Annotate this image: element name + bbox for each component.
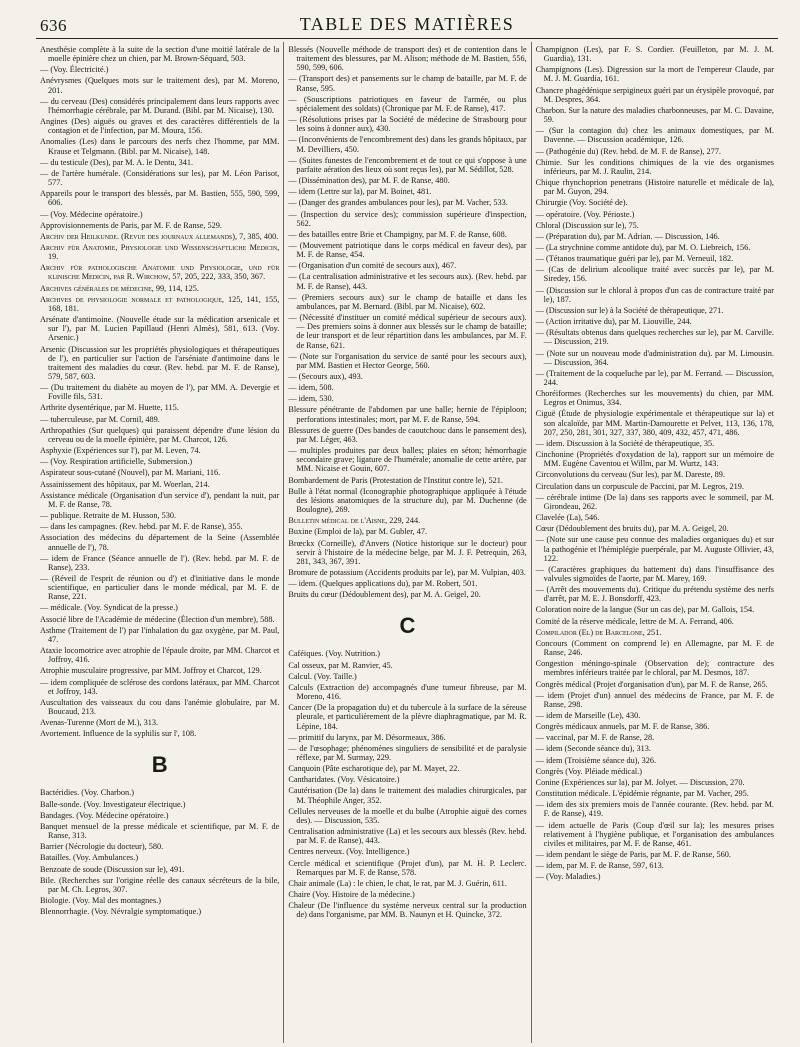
index-entry: Calculs (Extraction de) accompagnés d'une tumeur fibreuse, par M. Moreno, 416. [288, 682, 527, 702]
index-entry: Banquet mensuel de la presse médicale et scientifique, par M. F. de Ranse, 313. [40, 821, 280, 841]
index-entry: Circonvolutions du cerveau (Sur les), par M. Dareste, 89. [535, 470, 725, 480]
index-entry: Ataxie locomotrice avec atrophie de l'épaule droite, par MM. Charcot et Joffroy, 416. [40, 646, 280, 665]
index-entry: — idem compliquée de sclérose des cordons latéraux, par MM. Charcot et Joffroy, 143. [40, 677, 280, 696]
page-number: 636 [40, 16, 67, 35]
index-entry: — (Note sur un nouveau mode d'administration du). par M. Limousin. — Discussion, 364. [535, 348, 774, 367]
index-entry: Canquoin (Pâte escharotique de), par M. Mayet, 22. [288, 764, 460, 774]
index-entry: Bactéridies. (Voy. Charbon.) [40, 788, 134, 798]
index-entry: Archiv für pathologische Anatomie und Physiologie, und für klinische Medicin, par R. Wirchow, 57, 205, 222, 333, 350, 367. [40, 263, 280, 282]
index-entry: Circulation dans un corpuscule de Paccini, par M. Legros, 219. [535, 481, 744, 491]
index-entry: Approvisionnements de Paris, par M. F. de Ranse, 529. [40, 220, 222, 230]
index-entry: Batailles. (Voy. Ambulances.) [40, 853, 139, 863]
index-entry: — idem de France (Séance annuelle de l'). (Rev. hebd. par M. F. de Ranse), 233. [40, 553, 280, 572]
index-entry: Choréiformes (Recherches sur les mouvements) du chien, par MM. Legros et Onimus, 334. [535, 389, 774, 408]
index-entry: Arthropathies (Sur quelques) qui paraissent dépendre d'une lésion du cerveau ou de la moelle épinière, par M. Charcot, 126. [40, 425, 280, 444]
index-entry: — dans les campagnes. (Rev. hebd. par M. F. de Ranse), 355. [40, 522, 243, 532]
index-entry: — idem des six premiers mois de l'année courante. (Rev. hebd. par M. F. de Ranse), 419. [535, 800, 774, 819]
index-entry: Arsenic (Discussion sur les propriétés physiologiques et thérapeutiques de l'), en particulier sur l'action de l'arséniate d'antimoine dans le traitement des maladies du cœur. (Rev. hebd. par M. F. de Ranse), 579, 587, 603. [40, 344, 280, 381]
index-entry: Avenas-Turenne (Mort de M.), 313. [40, 718, 159, 728]
index-entry: Blennorrhagie. (Voy. Névralgie symptomatique.) [40, 907, 202, 917]
index-entry: — idem actuelle de Paris (Coup d'œil sur la); les mesures prises relativement à l'hygiène publique, et l'organisation des ambulances civiles et militaires, par M. F. de Ranse, 461. [535, 820, 774, 848]
index-entry: — (Voy. Maladies.) [535, 872, 601, 882]
index-entry: Atrophie musculaire progressive, par MM. Joffroy et Charcot, 129. [40, 666, 262, 676]
index-entry: Congrès médicaux annuels, par M. F. de Ranse, 386. [535, 722, 710, 732]
index-entry: — (Action irritative du), par M. Liouville, 244. [535, 317, 692, 327]
index-entry: Avortement. Influence de la syphilis sur l', 108. [40, 729, 197, 739]
index-entry: Concours (Comment on comprend le) en Allemagne, par M. F. de Ranse, 246. [535, 638, 774, 658]
index-entry: Congrès médical (Projet d'organisation d'un), par M. F. de Ranse, 265. [535, 679, 768, 689]
index-entry: — (La strychnine comme antidote du), par M. O. Liebreich, 156. [535, 242, 751, 252]
index-entry: Appareils pour le transport des blessés, par M. Bastien, 555, 590, 599, 606. [40, 189, 280, 208]
index-entry: — primitif du larynx, par M. Désormeaux, 386. [288, 732, 446, 742]
page-title: TABLE DES MATIÈRES [299, 14, 515, 34]
index-entry: — (Préparation du), par M. Adrian. — Discussion, 146. [535, 231, 720, 241]
index-entry: Benzoate de soude (Discussion sur le), 491. [40, 864, 185, 874]
index-entry: Cal osseux, par M. Ranvier, 45. [288, 660, 393, 670]
index-entry: — (Secours aux), 493. [288, 372, 363, 381]
index-entry: Balle-sonde. (Voy. Investigateur électrique.) [40, 799, 186, 809]
index-entry: — (Suites funestes de l'encombrement et de tout ce qui s'oppose à une parfaite aération des lieux où sont reçus les), par M. Sédillot, 528. [288, 155, 527, 174]
index-entry: — (Discussion sur le chloral à propos d'un cas de contracture traité par le), 187. [535, 285, 774, 304]
index-entry: Blessures de guerre (Des bandes de caoutchouc dans le pansement des), par M. Léger, 463. [288, 425, 527, 444]
index-entry: Ciguë (Étude de physiologie expérimentale et thérapeutique sur la) et son alcaloïde, par MM. Martin-Damourette et Pelvet, 113, 136, 178, 207, 250, 281, 301, 327, 337, 380, 409, 432, 457, 471, 486. [535, 409, 774, 437]
index-entry: — idem (Seconde séance du), 313. [535, 744, 651, 754]
index-entry: Buxine (Emploi de la), par M. Gubler, 47. [288, 527, 428, 537]
index-entry: Constitution médicale. L'épidémie régnante, par M. Vacher, 295. [535, 789, 749, 799]
index-entry: — de l'œsophage; phénomènes singuliers de sensibilité et de paralysie réflexe, par M. Surmay, 229. [288, 743, 527, 762]
index-entry: Association des médecins du département de la Seine (Assemblée annuelle de l'), 78. [40, 533, 280, 552]
index-entry: — (Transport des) et pansements sur le champ de bataille, par M. F. de Ranse, 595. [288, 74, 527, 93]
index-entry: — de l'artère humérale. (Considérations sur les), par M. Léon Parisot, 577. [40, 168, 280, 188]
index-entry: — des batailles entre Brie et Champigny, par M. F. de Ranse, 608. [288, 229, 507, 239]
index-entry: Chair animale (La) : le chien, le chat, le rat, par M. J. Guérin, 611. [288, 878, 507, 888]
index-entry: Chaleur (De l'influence du système nerveux central sur la production de) dans l'organisme, par MM. B. Naunyn et H. Quincke, 372. [288, 901, 527, 920]
index-entry: Congestion méningo-spinale (Observation de); contracture des membres inférieurs traitée par le chloral, par M. Desmos, 187. [535, 659, 774, 678]
index-entry: — (Résultats obtenus dans quelques recherches sur le), par M. Carville. — Discussion, 219. [535, 328, 774, 347]
index-entry: Blessés (Nouvelle méthode de transport des) et de contention dans le traitement des blessures, par M. Alison; méthode de M. Bastien, 556, 590, 599, 606. [288, 45, 527, 73]
index-entry: Compilador (El) de Barcelone, 251. [535, 627, 662, 637]
index-entry: — tuberculeuse, par M. Cornil, 489. [40, 414, 160, 424]
index-entry: Angines (Des) aiguës ou graves et des caractères différentiels de la contagion et de l'infection, par M. Moura, 156. [40, 117, 280, 136]
index-entry: — (Note sur une cause peu connue des maladies organiques du) et sur la pathogénie et l'hémiplégie puerpérale, par M. Auguste Ollivier, 43, 122. [535, 535, 774, 563]
index-entry: — vaccinal, par M. F. de Ranse, 28. [535, 733, 655, 743]
index-entry: — médicale. (Voy. Syndicat de la presse.) [40, 603, 178, 613]
index-entry: — publique. Retraite de M. Husson, 530. [40, 511, 177, 521]
index-entry: — (Organisation d'un comité de secours aux), 467. [288, 261, 457, 271]
index-entry: Bromure de potassium (Accidents produits par le), par M. Vulpian, 403. [288, 567, 526, 577]
index-entry: Archiv für Anatomie, Physiologie und Wissenschaftliche Medicin, 19. [40, 242, 280, 262]
index-entry: Anévrysmes (Quelques mots sur le traitement des), par M. Moreno, 201. [40, 76, 280, 95]
index-entry: Chloral (Discussion sur le), 75. [535, 220, 639, 230]
index-entry: Champignons (Les). Digression sur la mort de l'empereur Claude, par M. J. M. Guardia, 161. [535, 65, 774, 84]
index-entry: Biologie. (Voy. Mal des montagnes.) [40, 896, 161, 906]
index-entry: Bombardement de Paris (Protestation de l'Institut contre le), 521. [288, 475, 503, 485]
index-entry: — (Inspection du service des); commission supérieure d'inspection, 562. [288, 209, 527, 228]
index-entry: Comité de la réserve médicale, lettre de M. A. Ferrand, 406. [535, 616, 734, 626]
index-entry: — (Voy. Électricité.) [40, 65, 109, 75]
index-entry: Cautérisation (De la) dans le traitement des maladies chirurgicales, par M. Théophile Anger, 352. [288, 786, 527, 805]
index-column-3 [531, 42, 778, 1043]
index-entry: Bulletin médical de l'Aisne, 229, 244. [288, 516, 421, 526]
index-entry: — idem (Lettre sur la), par M. Boinet, 481. [288, 187, 432, 197]
index-entry: Bandages. (Voy. Médecine opératoire.) [40, 810, 169, 820]
index-entry: Coloration noire de la langue (Sur un cas de), par M. Gallois, 154. [535, 605, 755, 615]
index-entry: Anomalies (Les) dans le parcours des nerfs chez l'homme, par MM. Krause et Telgmann. (Bibl. par M. Nicaise), 148. [40, 137, 280, 156]
index-entry: Assainissement des hôpitaux, par M. Woerlan, 214. [40, 479, 210, 489]
index-entry: Cancer (De la propagation du) et du tubercule à la surface de la séreuse pleurale, et particulièrement de la plèvre diaphragmatique, par M. R. Lépine, 184. [288, 703, 527, 731]
index-entry: Associé libre de l'Académie de médecine (Élection d'un membre), 588. [40, 614, 275, 624]
index-entry: Blessure pénétrante de l'abdomen par une balle; hernie de l'épiploon; perforations intestinales; mort, par M. F. de Ranse, 594. [288, 405, 527, 424]
index-entry: Barrier (Nécrologie du docteur), 580. [40, 842, 164, 852]
index-entry: — (Premiers secours aux) sur le champ de bataille et dans les ambulances, par M. Bernard. (Bibl. par M. Nicaise), 602. [288, 292, 527, 311]
index-entry: Caféiques. (Voy. Nutrition.) [288, 649, 380, 659]
index-column-1 [36, 42, 283, 1043]
index-entry: — (Voy. Respiration artificielle, Submersion.) [40, 457, 193, 467]
index-entry: Assistance médicale (Organisation d'un service d'), pendant la nuit, par M. F. de Ranse, 78. [40, 490, 280, 509]
index-entry: Chaire (Voy. Histoire de la médecine.) [288, 890, 415, 900]
index-entry: Chancre phagédénique serpigineux guéri par un érysipèle provoqué, par M. Despres, 364. [535, 85, 774, 104]
page-header [36, 8, 778, 39]
index-entry: — (Discussion sur le) à la Société de thérapeutique, 271. [535, 305, 724, 315]
index-entry: Bruits du cœur (Dédoublement des), par M. A. Geigel, 20. [288, 590, 481, 600]
index-entry: — (La centralisation administrative et les secours aux). (Rev. hebd. par M. F. de Ranse), 443. [288, 272, 527, 291]
index-entry: — idem. Discussion à la Société de thérapeutique, 35. [535, 438, 715, 448]
index-entry: Centralisation administrative (La) et les secours aux blessés (Rev. hebd. par M. F. de Ranse), 443. [288, 827, 527, 846]
index-entry: — cérébrale intime (De la) dans ses rapports avec le sommeil, par M. Girondeau, 262. [535, 492, 774, 511]
index-entry: — multiples produites par deux balles; plaies en séton; hémorrhagie secondaire grave; ligature de l'humérale; anomalie de cette artère, par MM. Nicaise et Gouin, 607. [288, 446, 527, 474]
index-entry: Auscultation des vaisseaux du cou dans l'anémie globulaire, par M. Boucaud, 213. [40, 697, 280, 716]
index-entry: Asthme (Traitement de l') par l'inhalation du gaz oxygène, par M. Paul, 47. [40, 625, 280, 644]
index-entry: Cœur (Dédoublement des bruits du), par M. A. Geigel, 20. [535, 524, 729, 534]
index-entry: Charbon. Sur la nature des maladies charbonneuses, par M. C. Davaine, 59. [535, 105, 774, 125]
index-entry: — idem de Marseille (Le), 430. [535, 711, 641, 720]
index-entry: — (Résolutions prises par la Société de médecine de Strasbourg pour les soins à donner aux), 430. [288, 115, 527, 134]
index-columns [36, 42, 778, 1043]
index-column-2 [283, 42, 530, 1043]
index-entry: — idem (Projet d'un) annuel des médecins de France, par M. F. de Ranse, 298. [535, 690, 774, 709]
index-entry: Anesthésie complète à la suite de la section d'une moitié latérale de la moelle épinière chez un chien, par M. Brown-Séquard, 503. [40, 45, 280, 64]
index-entry: Calcul. (Voy. Taille.) [288, 671, 357, 681]
index-entry: — (Traitement de la coqueluche par le), par M. Ferrand. — Discussion, 244. [535, 368, 774, 387]
index-entry: — idem, par M. F. de Ranse, 597, 613. [535, 861, 664, 871]
index-entry: Centres nerveux. (Voy. Intelligence.) [288, 847, 410, 857]
index-entry: Chimie. Sur les conditions chimiques de la vie des organismes inférieurs, par M. J. Raulin, 214. [535, 157, 774, 176]
index-entry: — du cerveau (Des) considérés principalement dans leurs rapports avec l'hémorrhagie cérébrale, par M. Durand. (Bibl. par M. Nicaise), 130. [40, 96, 280, 115]
index-entry: — du testicule (Des), par M. A. le Dentu, 341. [40, 157, 194, 167]
index-entry: — (Inconvénients de l'encombrement des) dans les grands hôpitaux, par M. Devilliers, 450. [288, 135, 527, 154]
index-entry: Chique rhynchoprion penetrans (Histoire naturelle et médicale de la), par M. Guyon, 294. [535, 178, 774, 197]
section-letter-heading: B [151, 752, 168, 778]
index-entry: — (Dissémination des), par M. F. de Ranse, 480. [288, 176, 450, 186]
section-letter-heading: C [399, 613, 416, 639]
index-entry: Arsénate d'antimoine. (Nouvelle étude sur la médication arsenicale et sur l'), par M. Lucien Papillaud (Henri Almès), 581, 613. (Voy. Arsenic.) [40, 315, 280, 343]
index-entry: Cantharidates. (Voy. Vésicatoire.) [288, 775, 400, 785]
index-entry: Chirurgie (Voy. Société de). [535, 198, 628, 208]
index-entry: — (Note sur l'organisation du service de santé pour les secours aux), par MM. Bastien et Hector George, 560. [288, 351, 527, 370]
index-entry: Cercle médical et scientifique (Projet d'un), par M. H. P. Leclerc. Remarques par M. F. de Ranse, 578. [288, 858, 527, 877]
index-entry: — (Arrêt des mouvements du). Critique du prétendu système des nerfs d'arrêt, par M. E. J. Bonsdorff, 423. [535, 585, 774, 604]
index-entry: Clavelée (La), 546. [535, 513, 600, 523]
index-entry: — idem. (Quelques applications du), par M. Robert, 501. [288, 579, 478, 589]
index-entry: — (Voy. Médecine opératoire.) [40, 209, 143, 219]
index-entry: Congrès (Voy. Pléiade médical.) [535, 766, 642, 776]
index-entry: — (Pathogénie du) (Rev. hebd. de M. F. de Ranse), 277. [535, 146, 721, 156]
index-entry: Archives de physiologie normale et pathologique, 125, 141, 155, 168, 181. [40, 294, 280, 313]
index-entry: — (Mouvement patriotique dans le corps médical en faveur des), par M. F. de Ranse, 454. [288, 240, 527, 260]
index-entry: Asphyxie (Expériences sur l'), par M. Leven, 74. [40, 446, 201, 456]
index-entry: — idem (Troisième séance du), 326. [535, 755, 657, 765]
index-entry: Conine (Expériences sur la), par M. Jolyet. — Discussion, 270. [535, 777, 745, 787]
index-entry: Bulle à l'état normal (Iconographie photographique appliquée à l'étude des lésions anatomiques de la structure du), par M. Duchenne (de Boulogne), 269. [288, 486, 527, 515]
index-entry: Cellules nerveuses de la moelle et du bulbe (Atrophie aiguë des cornes des). — Discussion, 535. [288, 806, 527, 825]
index-entry: — opératoire. (Voy. Périoste.) [535, 209, 635, 219]
index-entry: Arthrite dysentérique, par M. Huette, 115. [40, 403, 179, 413]
index-entry: — idem, 508. [288, 383, 334, 393]
index-entry: — (Caractères graphiques du battement du) dans l'insuffisance des valvules sigmoïdes de l'aorte, par M. Marey, 169. [535, 564, 774, 583]
index-entry: — (Sur la contagion du) chez les animaux domestiques, par M. Davenne. — Discussion académique, 126. [535, 126, 774, 145]
index-entry: Brœckx (Corneille), d'Anvers (Notice historique sur le docteur) pour servir à l'histoire de la médecine belge, par M. J. F. Petrequin, 263, 281, 343, 367, 391. [288, 538, 527, 566]
index-entry: — idem pendant le siège de Paris, par M. F. de Ranse, 560. [535, 850, 731, 860]
index-entry: Cinchonine (Propriétés d'oxydation de la), rapport sur un mémoire de MM. Eugène Caventou et Willm, par M. Wurtz, 143. [535, 450, 774, 469]
index-entry: — (Tétanos traumatique guéri par le), par M. Verneuil, 182. [535, 254, 734, 264]
index-entry: — idem, 530. [288, 394, 334, 404]
index-entry: — (Danger des grandes ambulances pour les), par M. Vacher, 533. [288, 198, 508, 208]
index-entry: Aspirateur sous-cutané (Nouvel), par M. Mariani, 116. [40, 468, 221, 478]
index-entry: Archives générales de médecine, 99, 114, 125. [40, 283, 199, 293]
index-entry: — (Souscriptions patriotiques en faveur de l'armée, ou plus spécialement des soldats) (Chronique par M. F. de Ranse), 417. [288, 94, 527, 113]
index-entry: — (Du traitement du diabète au moyen de l'), par MM. A. Devergie et Foville fils, 531. [40, 383, 280, 402]
index-entry: — (Réveil de l'esprit de réunion ou d') et d'initiative dans le monde scientifique, en particulier dans le monde médical, par M. F. de Ranse, 221. [40, 573, 280, 602]
index-entry: Champignon (Les), par F. S. Cordier. (Feuilleton, par M. J. M. Guardia), 131. [535, 45, 774, 64]
index-entry: — (Cas de delirium alcoolique traité avec succès par le), par M. Siredey, 156. [535, 265, 774, 284]
index-entry: — (Nécessité d'instituer un comité médical supérieur de secours aux). — Des premiers soins à donner aux blessés sur le champ de bataille; de leur transport et de leur répartition dans les ambulances, par M. F. de Ranse, 621. [288, 313, 527, 350]
index-entry: Bile. (Recherches sur l'origine réelle des canaux sécréteurs de la bile, par M. Ch. Legros, 307. [40, 875, 280, 894]
index-entry: Archiv der Heilkunde. (Revue des journaux allemands), 7, 385, 400. [40, 231, 279, 241]
